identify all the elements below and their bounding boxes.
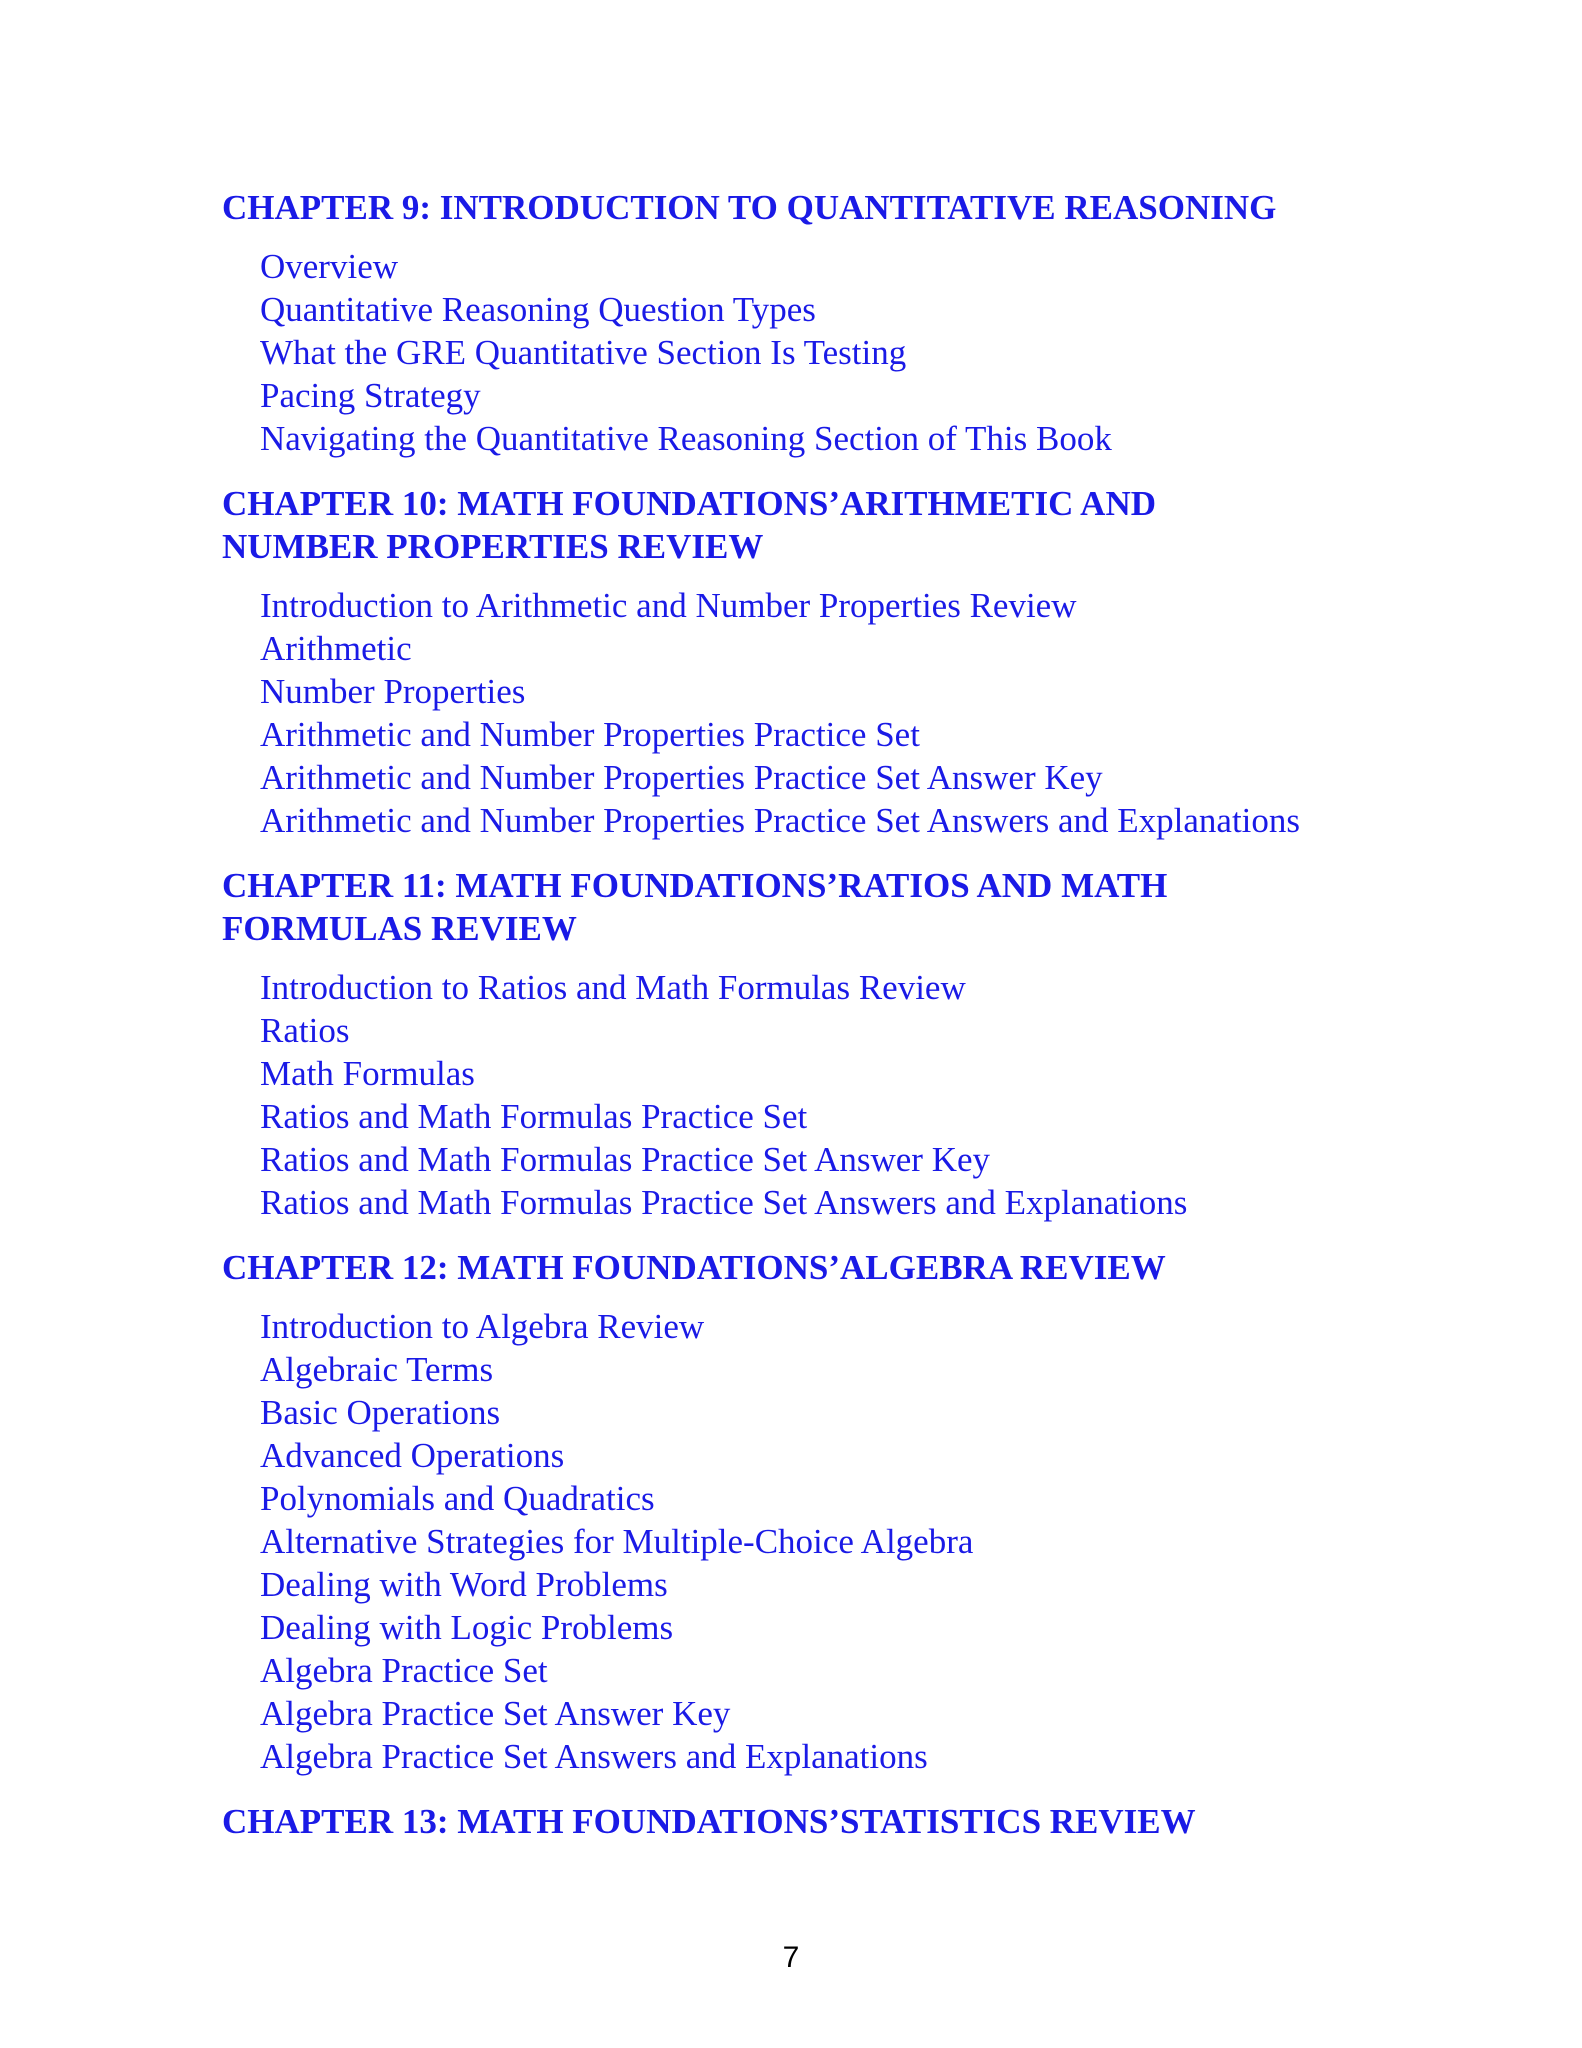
section-link[interactable]: Navigating the Quantitative Reasoning Section of This Book [260, 419, 1112, 458]
toc-chapter-9 [222, 186, 1422, 460]
chapter-title-line: CHAPTER 10: MATH FOUNDATIONS’ARITHMETIC AND [222, 484, 1157, 523]
section-list [222, 1289, 1422, 1778]
section-list [222, 950, 1422, 1224]
chapter-title-line: FORMULAS REVIEW [222, 909, 577, 948]
chapter-title-line: CHAPTER 11: MATH FOUNDATIONS’RATIOS AND MATH [222, 866, 1168, 905]
chapter-title-line: CHAPTER 13: MATH FOUNDATIONS’STATISTICS REVIEW [222, 1802, 1196, 1841]
section-link[interactable]: Math Formulas [260, 1054, 475, 1093]
section-link[interactable]: What the GRE Quantitative Section Is Testing [260, 333, 907, 372]
section-link[interactable]: Polynomials and Quadratics [260, 1479, 655, 1518]
section-link[interactable]: Pacing Strategy [260, 376, 481, 415]
section-link[interactable]: Overview [260, 247, 399, 286]
chapter-title-link[interactable] [222, 1246, 1422, 1289]
section-link[interactable]: Number Properties [260, 672, 526, 711]
section-link[interactable]: Ratios and Math Formulas Practice Set [260, 1097, 808, 1136]
section-link[interactable]: Arithmetic and Number Properties Practice Set Answer Key [260, 758, 1103, 797]
section-link[interactable]: Alternative Strategies for Multiple-Choice Algebra [260, 1522, 974, 1561]
section-link[interactable]: Arithmetic [260, 629, 412, 668]
section-link[interactable]: Dealing with Word Problems [260, 1565, 668, 1604]
chapter-title-link[interactable] [222, 1800, 1422, 1843]
toc-chapter-11 [222, 864, 1422, 1224]
section-link[interactable]: Algebraic Terms [260, 1350, 494, 1389]
section-link[interactable]: Advanced Operations [260, 1436, 565, 1475]
chapter-title-line: CHAPTER 12: MATH FOUNDATIONS’ALGEBRA REVIEW [222, 1248, 1166, 1287]
page-number: 7 [782, 1941, 800, 1974]
section-link[interactable]: Basic Operations [260, 1393, 501, 1432]
chapter-title-link[interactable] [222, 482, 1422, 568]
section-link[interactable]: Ratios and Math Formulas Practice Set Answer Key [260, 1140, 991, 1179]
section-link[interactable]: Introduction to Arithmetic and Number Properties Review [260, 586, 1077, 625]
chapter-title-link[interactable] [222, 186, 1422, 229]
section-link[interactable]: Introduction to Algebra Review [260, 1307, 705, 1346]
section-link[interactable]: Introduction to Ratios and Math Formulas Review [260, 968, 966, 1007]
section-link[interactable]: Arithmetic and Number Properties Practice Set Answers and Explanations [260, 801, 1301, 840]
section-link[interactable]: Algebra Practice Set Answers and Explanations [260, 1737, 928, 1776]
section-list [222, 229, 1422, 460]
chapter-title-link[interactable] [222, 864, 1422, 950]
toc-chapter-13 [222, 1800, 1422, 1843]
section-list [222, 568, 1422, 842]
section-link[interactable]: Ratios and Math Formulas Practice Set Answers and Explanations [260, 1183, 1188, 1222]
chapter-title-line: NUMBER PROPERTIES REVIEW [222, 527, 764, 566]
section-link[interactable]: Dealing with Logic Problems [260, 1608, 674, 1647]
section-link[interactable]: Arithmetic and Number Properties Practice Set [260, 715, 920, 754]
toc-chapter-12 [222, 1246, 1422, 1778]
section-link[interactable]: Ratios [260, 1011, 350, 1050]
section-link[interactable]: Algebra Practice Set Answer Key [260, 1694, 731, 1733]
section-link[interactable]: Algebra Practice Set [260, 1651, 548, 1690]
section-link[interactable]: Quantitative Reasoning Question Types [260, 290, 816, 329]
table-of-contents [222, 186, 1422, 1843]
chapter-title-line: CHAPTER 9: INTRODUCTION TO QUANTITATIVE REASONING [222, 188, 1277, 227]
toc-chapter-10 [222, 482, 1422, 842]
